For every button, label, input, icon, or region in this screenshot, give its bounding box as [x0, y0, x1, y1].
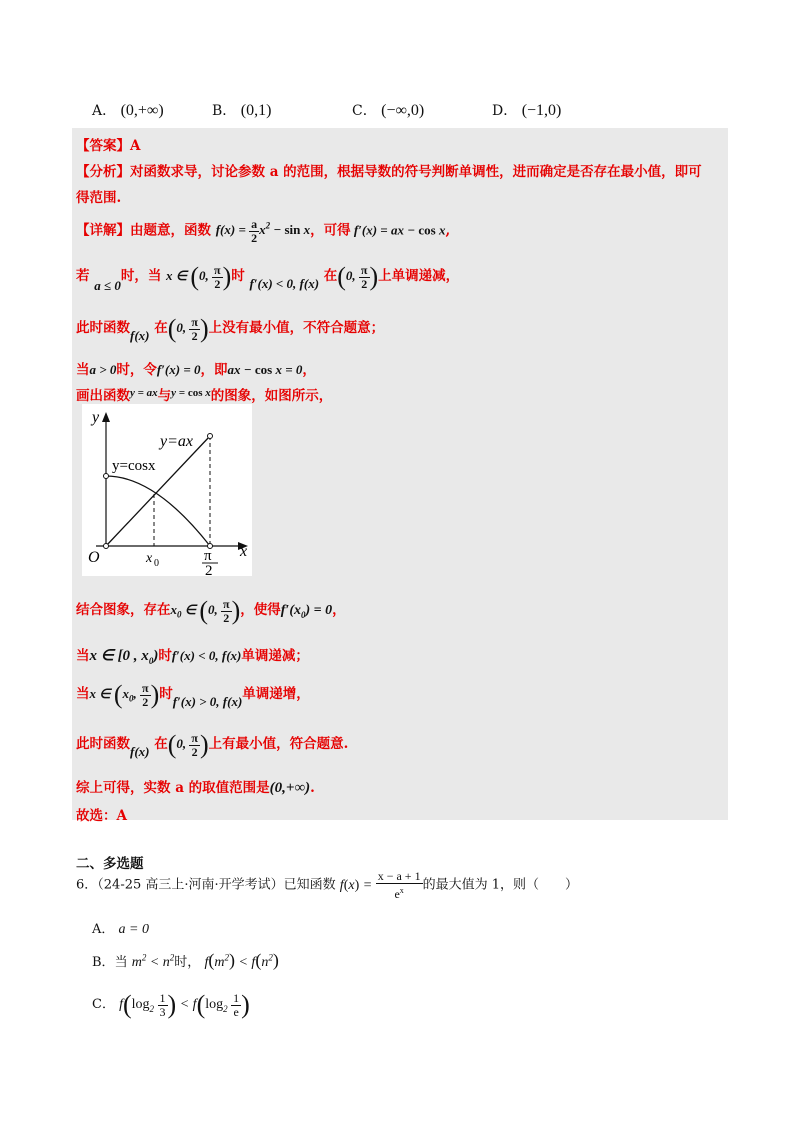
section-heading: 二、多选题: [76, 856, 144, 872]
curve-cosx: [106, 476, 210, 546]
analysis-line-1: 【分析】对函数求导，讨论参数 a 的范围，根据导数的符号判断单调性，进而确定是否存在最小值，即可: [76, 164, 702, 180]
case-a-positive: 当a > 0时，令f′(x) = 0，即ax − cos x = 0，: [76, 362, 316, 378]
no-minimum-line: 此时函数f(x) 在(0, $\frac{\pi}{2}$ )上没有最小值，不符合题意；: [76, 314, 385, 343]
option-a: A． (0,+∞): [92, 102, 164, 119]
q6-option-c: C． $f(\log_2$ $\frac{1}{3}$ ) < $f(\log_2$ $\frac{1}{e}$ ): [92, 990, 250, 1019]
y-axis-label: y: [92, 409, 100, 426]
case-a-nonpositive: 若 a ≤ 0时，当 x ∈ (0, $\frac{\pi}{2}$ )时 f′(x) < 0, f(x) 在(0, $\frac{\pi}{2}$ )上单调递减，: [76, 262, 460, 293]
conclusion-line: 综上可得，实数 a 的取值范围是(0,+∞).: [76, 780, 315, 796]
q6-option-b: B．当 $m^2 < n^2$时， $f(m^2) < f(n^2)$: [92, 950, 279, 970]
open-point-cos: [104, 474, 109, 479]
function-graph: [82, 404, 252, 576]
decreasing-interval: 当x ∈ [0 , $x_0$)时f′(x) < 0, f(x)单调递减；: [76, 648, 309, 666]
exists-x0-line: 结合图象，存在$x_0$ ∈ (0, $\frac{\pi}{2}$ )，使得$f'(x_0) = 0$，: [76, 596, 346, 625]
y-arrow-icon: [102, 412, 110, 422]
q6-option-a: A． a = 0: [92, 922, 149, 937]
question-6-stem: 6．（24-25 高三上·河南·开学考试）已知函数 f(x) = $\frac{x - a + 1}{e^x}$ 的最大值为 1，则（ ）: [76, 869, 578, 901]
detail-line: 【详解】由题意，函数 f(x) = $\frac{a}{2}$ $x^2 - \sin x$，可得 f′(x) = ax − cos x,: [76, 217, 451, 245]
origin-label: O: [88, 549, 100, 566]
graph-svg: [82, 404, 252, 576]
increasing-interval: 当x ∈ ($x_0$, $\frac{\pi}{2}$ )时f′(x) > 0, f(x)单调递增，: [76, 680, 310, 709]
x0-sub-label: 0: [154, 558, 159, 569]
option-d: D． (−1,0): [492, 102, 562, 119]
label-y-ax: y=ax: [160, 433, 193, 450]
option-b: B． (0,1): [212, 102, 272, 119]
has-minimum-line: 此时函数f(x) 在(0, $\frac{\pi}{2}$ )上有最小值，符合题意.: [76, 730, 349, 759]
open-point-origin: [104, 544, 109, 549]
x-axis-label: x: [240, 543, 248, 560]
draw-graph-line: 画出函数$^{y = ax}$与$^{y = cos x}$的图象，如图所示，: [76, 387, 333, 404]
pi-label: π: [204, 548, 212, 564]
analysis-line-2: 得范围.: [76, 190, 122, 206]
final-choice: 故选：A: [76, 808, 127, 824]
label-y-cos: y=cosx: [112, 458, 156, 474]
line-y-ax: [106, 436, 210, 546]
two-label: 2: [205, 563, 213, 576]
open-point-ax: [208, 434, 213, 439]
option-c: C． (−∞,0): [352, 102, 425, 119]
answer-line: 【答案】A: [76, 138, 141, 154]
x0-label: x: [146, 551, 153, 566]
